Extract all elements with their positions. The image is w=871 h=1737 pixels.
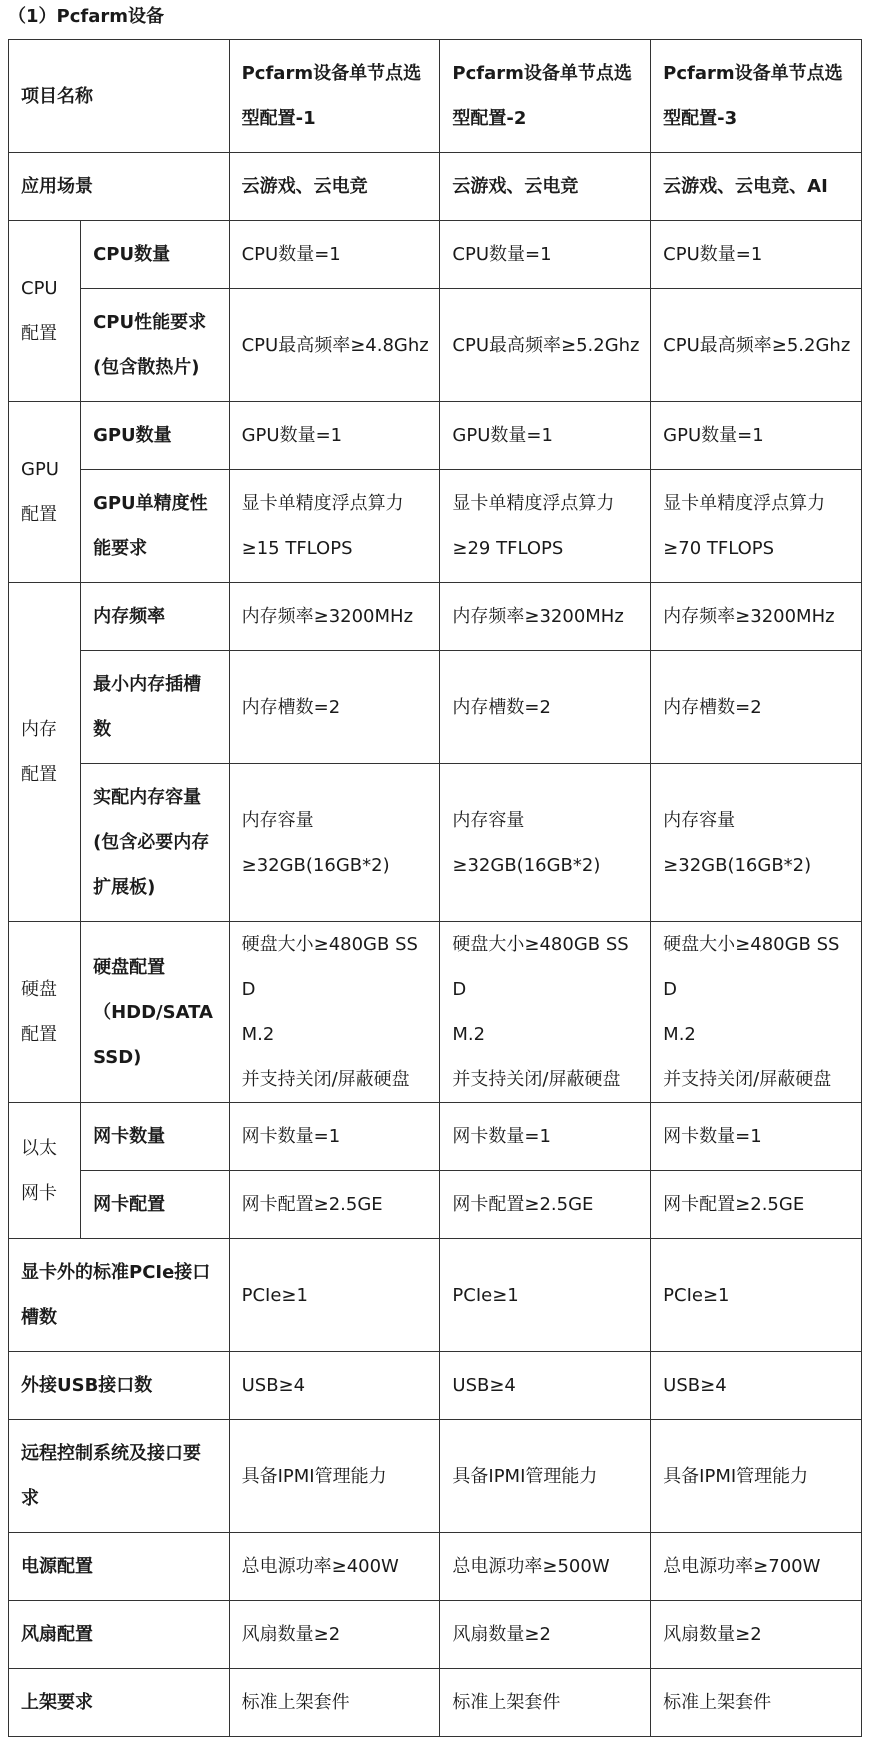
cell-value: 网卡配置≥2.5GE [440, 1171, 651, 1239]
cell-value: 总电源功率≥700W [651, 1533, 862, 1601]
table-header-row [9, 40, 862, 153]
table-row-scenario [9, 153, 862, 221]
cell-value: GPU数量=1 [440, 402, 651, 470]
cell-value: 具备IPMI管理能力 [440, 1420, 651, 1533]
header-item-name: 项目名称 [9, 40, 230, 153]
row-label: 显卡外的标准PCIe接口 槽数 [9, 1239, 230, 1352]
row-label: 最小内存插槽 数 [81, 651, 230, 764]
header-config-1: Pcfarm设备单节点选 型配置-1 [229, 40, 440, 153]
cell-value: 显卡单精度浮点算力 ≥15 TFLOPS [229, 470, 440, 583]
category-cpu: CPU 配置 [9, 221, 81, 402]
cell-value: 内存容量 ≥32GB(16GB*2) [229, 764, 440, 922]
table-row-mem-capacity [9, 764, 862, 922]
table-row-mem-freq [9, 583, 862, 651]
page-heading: （1）Pcfarm设备 [8, 6, 164, 27]
table-row-usb [9, 1352, 862, 1420]
table-row-nic-config [9, 1171, 862, 1239]
table-row-mem-slots [9, 651, 862, 764]
cell-value: 具备IPMI管理能力 [229, 1420, 440, 1533]
row-label: 上架要求 [9, 1669, 230, 1737]
table-row-cpu-count [9, 221, 862, 289]
table-row-nic-count [9, 1103, 862, 1171]
cell-value: USB≥4 [651, 1352, 862, 1420]
row-label: GPU数量 [81, 402, 230, 470]
cell-value: CPU最高频率≥5.2Ghz [651, 289, 862, 402]
cell-value: 网卡数量=1 [440, 1103, 651, 1171]
category-nic: 以太 网卡 [9, 1103, 81, 1239]
cell-value: 标准上架套件 [651, 1669, 862, 1737]
row-label: CPU性能要求 (包含散热片) [81, 289, 230, 402]
table-row-disk [9, 922, 862, 1103]
spec-table [8, 39, 862, 1737]
row-label: GPU单精度性 能要求 [81, 470, 230, 583]
cell-value: 网卡配置≥2.5GE [651, 1171, 862, 1239]
cell-value: 网卡数量=1 [651, 1103, 862, 1171]
cell-value: 内存槽数=2 [229, 651, 440, 764]
cell-value: 内存槽数=2 [440, 651, 651, 764]
row-label: CPU数量 [81, 221, 230, 289]
row-label: 实配内存容量 (包含必要内存 扩展板) [81, 764, 230, 922]
cell-value: 内存频率≥3200MHz [440, 583, 651, 651]
table-row-rack [9, 1669, 862, 1737]
cell-value: 硬盘大小≥480GB SSD M.2 并支持关闭/屏蔽硬盘 [440, 922, 651, 1103]
cell-value: 云游戏、云电竞 [440, 153, 651, 221]
cell-value: 内存容量 ≥32GB(16GB*2) [440, 764, 651, 922]
header-config-3: Pcfarm设备单节点选 型配置-3 [651, 40, 862, 153]
table-row-gpu-perf [9, 470, 862, 583]
cell-value: 内存频率≥3200MHz [229, 583, 440, 651]
category-memory: 内存 配置 [9, 583, 81, 922]
row-label: 远程控制系统及接口要 求 [9, 1420, 230, 1533]
row-label: 网卡配置 [81, 1171, 230, 1239]
cell-value: 风扇数量≥2 [651, 1601, 862, 1669]
category-disk: 硬盘 配置 [9, 922, 81, 1103]
cell-value: CPU数量=1 [440, 221, 651, 289]
row-label: 网卡数量 [81, 1103, 230, 1171]
cell-value: 网卡配置≥2.5GE [229, 1171, 440, 1239]
cell-value: CPU最高频率≥4.8Ghz [229, 289, 440, 402]
cell-value: 标准上架套件 [440, 1669, 651, 1737]
row-label: 应用场景 [9, 153, 230, 221]
cell-value: 显卡单精度浮点算力 ≥29 TFLOPS [440, 470, 651, 583]
cell-value: 内存容量 ≥32GB(16GB*2) [651, 764, 862, 922]
cell-value: GPU数量=1 [229, 402, 440, 470]
cell-value: USB≥4 [229, 1352, 440, 1420]
cell-value: 风扇数量≥2 [440, 1601, 651, 1669]
cell-value: USB≥4 [440, 1352, 651, 1420]
row-label: 硬盘配置 （HDD/SATA SSD) [81, 922, 230, 1103]
cell-value: 具备IPMI管理能力 [651, 1420, 862, 1533]
table-row-pcie [9, 1239, 862, 1352]
cell-value: PCIe≥1 [651, 1239, 862, 1352]
cell-value: 硬盘大小≥480GB SSD M.2 并支持关闭/屏蔽硬盘 [229, 922, 440, 1103]
table-row-fan [9, 1601, 862, 1669]
table-row-gpu-count [9, 402, 862, 470]
cell-value: 云游戏、云电竞 [229, 153, 440, 221]
cell-value: 标准上架套件 [229, 1669, 440, 1737]
row-label: 外接USB接口数 [9, 1352, 230, 1420]
cell-value: GPU数量=1 [651, 402, 862, 470]
cell-value: 网卡数量=1 [229, 1103, 440, 1171]
header-config-2: Pcfarm设备单节点选 型配置-2 [440, 40, 651, 153]
row-label: 内存频率 [81, 583, 230, 651]
category-gpu: GPU 配置 [9, 402, 81, 583]
cell-value: 总电源功率≥400W [229, 1533, 440, 1601]
cell-value: 内存频率≥3200MHz [651, 583, 862, 651]
cell-value: 风扇数量≥2 [229, 1601, 440, 1669]
row-label: 电源配置 [9, 1533, 230, 1601]
cell-value: PCIe≥1 [440, 1239, 651, 1352]
cell-value: CPU数量=1 [229, 221, 440, 289]
cell-value: 硬盘大小≥480GB SSD M.2 并支持关闭/屏蔽硬盘 [651, 922, 862, 1103]
cell-value: 云游戏、云电竞、AI [651, 153, 862, 221]
cell-value: CPU数量=1 [651, 221, 862, 289]
cell-value: PCIe≥1 [229, 1239, 440, 1352]
cell-value: 总电源功率≥500W [440, 1533, 651, 1601]
row-label: 风扇配置 [9, 1601, 230, 1669]
table-row-power [9, 1533, 862, 1601]
cell-value: CPU最高频率≥5.2Ghz [440, 289, 651, 402]
cell-value: 内存槽数=2 [651, 651, 862, 764]
table-row-remote [9, 1420, 862, 1533]
table-row-cpu-perf [9, 289, 862, 402]
cell-value: 显卡单精度浮点算力 ≥70 TFLOPS [651, 470, 862, 583]
